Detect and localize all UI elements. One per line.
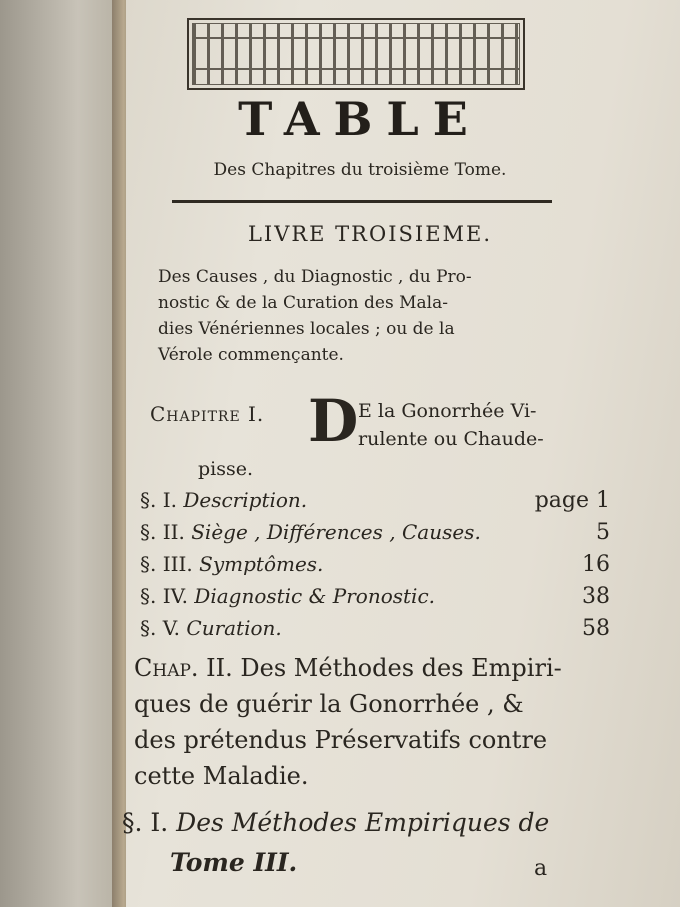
toc-entry-page: 38: [582, 584, 610, 609]
ornament-headpiece: [187, 18, 525, 90]
signature-line: Tome III.: [170, 848, 298, 877]
toc-entry-page: 58: [582, 616, 610, 641]
page-title: TABLE: [238, 92, 482, 146]
chapter-2-label: Chap. II.: [134, 654, 233, 682]
chapter-1-title-line: pisse.: [198, 458, 254, 480]
toc-entry-page: page 1: [534, 488, 610, 513]
chapter-2-line: des prétendus Préservatifs contre: [134, 726, 548, 754]
page-subtitle: Des Chapitres du troisième Tome.: [213, 160, 507, 180]
toc-entry[interactable]: [140, 616, 610, 646]
chapter-2-heading: [134, 650, 634, 794]
intro-line: dies Vénériennes locales ; ou de la: [158, 319, 455, 339]
divider-rule: [172, 200, 552, 203]
chapter-1-title-line: rulente ou Chaude-: [358, 428, 544, 450]
toc-entry-title: §. I. Description.: [140, 488, 308, 512]
toc-entry-title: §. II. Siège , Différences , Causes.: [140, 520, 481, 544]
toc-entry-title: §. IV. Diagnostic & Pronostic.: [140, 584, 436, 608]
book-heading: LIVRE TROISIEME.: [247, 222, 493, 246]
footer-section-entry: §. I. Des Méthodes Empiriques de: [122, 808, 550, 837]
chapter-1-title-line: E la Gonorrhée Vi-: [358, 400, 537, 422]
toc-entry-title: §. V. Curation.: [140, 616, 282, 640]
toc-entry-page: 16: [582, 552, 610, 577]
intro-line: Des Causes , du Diagnostic , du Pro-: [158, 267, 472, 287]
toc-entry[interactable]: [140, 552, 610, 582]
toc-entry[interactable]: [140, 520, 610, 550]
book-intro: [158, 264, 588, 368]
toc-entry-title: §. III. Symptômes.: [140, 552, 324, 576]
toc-entry[interactable]: [140, 488, 610, 518]
ornament-pattern: [192, 23, 520, 85]
intro-line: nostic & de la Curation des Mala-: [158, 293, 448, 313]
intro-line: Vérole commençante.: [158, 345, 344, 365]
facing-page: [0, 0, 130, 907]
toc-entry[interactable]: [140, 584, 610, 614]
toc-entry-page: 5: [596, 520, 610, 545]
signature-mark: a: [534, 856, 548, 881]
drop-cap: D: [308, 387, 359, 455]
chapter-2-line: cette Maladie.: [134, 762, 309, 790]
chapter-2-line: Chap. II. Des Méthodes des Empiri-: [134, 654, 562, 682]
chapter-2-line: ques de guérir la Gonorrhée , &: [134, 690, 524, 718]
chapter-1-label: Chapitre I.: [150, 402, 265, 426]
